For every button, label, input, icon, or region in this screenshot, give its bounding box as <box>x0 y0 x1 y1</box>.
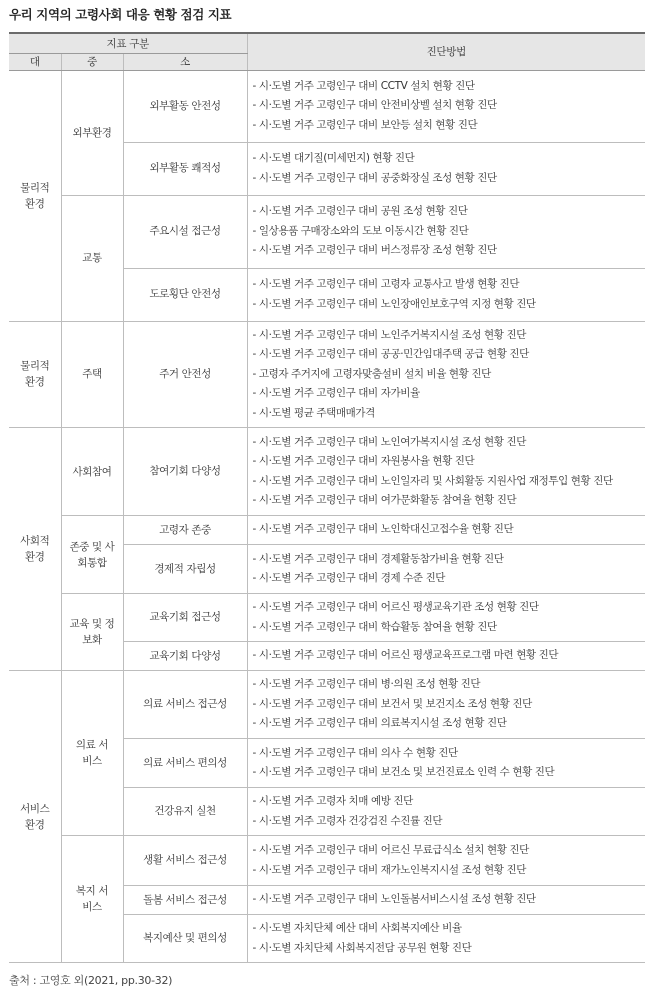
table-title: 우리 지역의 고령사회 대응 현황 점검 지표 <box>9 7 232 22</box>
method-item: - 시·도별 거주 고령인구 대비 고령자 교통사고 발생 현황 진단 <box>252 278 520 290</box>
method-item: - 시·도별 거주 고령인구 대비 여가문화활동 참여율 현황 진단 <box>252 494 517 506</box>
method-cell <box>247 195 645 268</box>
method-item: - 시·도별 거주 고령인구 대비 의사 수 현황 진단 <box>252 746 458 759</box>
middle-cell: 복지 서비스 <box>61 836 123 963</box>
method-item: - 시·도별 대기질(미세먼지) 현황 진단 <box>252 152 415 164</box>
method-cell <box>247 671 645 739</box>
method-item: - 시·도별 거주 고령자 건강검진 수진률 진단 <box>252 814 443 827</box>
method-item: - 시·도별 거주 고령인구 대비 보건소 및 보건진료소 인력 수 현황 진단 <box>252 766 555 778</box>
middle-cell: 주택 <box>61 321 123 428</box>
minor-cell: 외부활동 쾌적성 <box>123 142 247 195</box>
method-item: - 시·도별 자치단체 예산 대비 사회복지예산 비율 <box>252 922 462 934</box>
header-group: 지표 구분 <box>9 33 247 53</box>
minor-cell: 교육기회 접근성 <box>123 594 247 642</box>
minor-cell: 도로횡단 안전성 <box>123 268 247 321</box>
method-item: - 시·도별 거주 고령인구 대비 노인돌봄서비스시설 조성 현황 진단 <box>252 893 536 906</box>
minor-cell: 주요시설 접근성 <box>123 195 247 268</box>
method-cell <box>247 516 645 545</box>
method-item: - 시·도별 거주 고령인구 대비 병·의원 조성 현황 진단 <box>252 678 481 691</box>
method-item: - 시·도별 거주 고령인구 대비 자가비율 <box>252 387 420 399</box>
header-method: 진단방법 <box>247 33 645 70</box>
indicator-table <box>9 32 645 963</box>
method-cell <box>247 70 645 142</box>
minor-cell: 경제적 자립성 <box>123 545 247 594</box>
method-item: - 시·도별 거주 고령인구 대비 학습활동 참여율 현황 진단 <box>252 620 497 633</box>
method-cell <box>247 836 645 886</box>
method-item: - 시·도별 거주 고령자 치매 예방 진단 <box>252 795 413 807</box>
major-cell: 물리적 환경 <box>9 70 61 321</box>
method-item: - 시·도별 거주 고령인구 대비 노인학대신고접수율 현황 진단 <box>252 523 514 536</box>
method-cell <box>247 739 645 788</box>
method-item: - 시·도별 거주 고령인구 대비 보안등 설치 현황 진단 <box>252 118 478 131</box>
minor-cell: 의료 서비스 접근성 <box>123 671 247 739</box>
method-cell <box>247 142 645 195</box>
method-item: - 시·도별 거주 고령인구 대비 노인여가복지시설 조성 현황 진단 <box>252 435 526 448</box>
minor-cell: 돌봄 서비스 접근성 <box>123 886 247 915</box>
method-item: - 시·도별 거주 고령인구 대비 노인주거복지시설 조성 현황 진단 <box>252 328 526 341</box>
method-item: - 시·도별 거주 고령인구 대비 보건서 및 보건지소 조성 현황 진단 <box>252 697 532 710</box>
header-minor: 소 <box>123 53 247 70</box>
method-item: - 시·도별 거주 고령인구 대비 노인장애인보호구역 지정 현황 진단 <box>252 297 536 310</box>
major-cell: 사회적 환경 <box>9 428 61 671</box>
minor-cell: 주거 안전성 <box>123 321 247 428</box>
major-cell: 서비스 환경 <box>9 671 61 963</box>
method-cell <box>247 545 645 594</box>
method-cell <box>247 886 645 915</box>
middle-cell: 의료 서비스 <box>61 671 123 836</box>
middle-cell: 사회참여 <box>61 428 123 516</box>
method-item: - 시·도별 거주 고령인구 대비 노인일자리 및 사회활동 지원사업 재정투입 현황 진단 <box>252 474 613 487</box>
method-item: - 시·도별 거주 고령인구 대비 자원봉사율 현황 진단 <box>252 455 475 467</box>
middle-cell: 외부환경 <box>61 70 123 195</box>
method-item: - 시·도별 평균 주택매매가격 <box>252 406 375 419</box>
method-item: - 시·도별 거주 고령인구 대비 안전비상벨 설치 현황 진단 <box>252 99 497 112</box>
method-item: - 일상용품 구매장소와의 도보 이동시간 현황 진단 <box>252 224 469 237</box>
minor-cell: 복지예산 및 편의성 <box>123 915 247 963</box>
method-cell <box>247 788 645 836</box>
middle-cell: 존중 및 사회통합 <box>61 516 123 594</box>
method-item: - 시·도별 거주 고령인구 대비 공공·민간임대주택 공급 현황 진단 <box>252 348 529 360</box>
header-middle: 중 <box>61 53 123 70</box>
method-item: - 시·도별 거주 고령인구 대비 공중화장실 조성 현황 진단 <box>252 171 497 184</box>
method-item: - 시·도별 거주 고령인구 대비 어르신 무료급식소 설치 현황 진단 <box>252 844 529 856</box>
method-item: - 시·도별 거주 고령인구 대비 의료복지시설 조성 현황 진단 <box>252 717 507 730</box>
method-item: - 시·도별 거주 고령인구 대비 버스정류장 조성 현황 진단 <box>252 244 497 257</box>
method-item: - 시·도별 거주 고령인구 대비 재가노인복지시설 조성 현황 진단 <box>252 863 526 876</box>
header-major: 대 <box>9 53 61 70</box>
method-item: - 시·도별 거주 고령인구 대비 공원 조성 현황 진단 <box>252 205 468 218</box>
major-cell: 물리적 환경 <box>9 321 61 428</box>
method-item: - 고령자 주거지에 고령자맞춤설비 설치 비율 현황 진단 <box>252 367 491 380</box>
method-item: - 시·도별 거주 고령인구 대비 CCTV 설치 현황 진단 <box>252 79 475 92</box>
minor-cell: 생활 서비스 접근성 <box>123 836 247 886</box>
method-cell <box>247 915 645 963</box>
method-item: - 시·도별 거주 고령인구 대비 어르신 평생교육프로그램 마련 현황 진단 <box>252 649 559 662</box>
method-cell <box>247 428 645 516</box>
minor-cell: 교육기회 다양성 <box>123 642 247 671</box>
method-cell <box>247 642 645 671</box>
method-cell <box>247 594 645 642</box>
source-note: 출처 : 고영호 외(2021, pp.30-32) <box>9 974 173 987</box>
minor-cell: 의료 서비스 편의성 <box>123 739 247 788</box>
minor-cell: 참여기회 다양성 <box>123 428 247 516</box>
method-item: - 시·도별 거주 고령인구 대비 경제활동참가비율 현황 진단 <box>252 552 504 565</box>
method-cell <box>247 268 645 321</box>
minor-cell: 외부활동 안전성 <box>123 70 247 142</box>
method-item: - 시·도별 거주 고령인구 대비 어르신 평생교육기관 조성 현황 진단 <box>252 601 539 613</box>
method-item: - 시·도별 자치단체 사회복지전담 공무원 현황 진단 <box>252 941 472 954</box>
middle-cell: 교육 및 정보화 <box>61 594 123 671</box>
method-item: - 시·도별 거주 고령인구 대비 경제 수준 진단 <box>252 572 446 584</box>
minor-cell: 건강유지 실천 <box>123 788 247 836</box>
method-cell <box>247 321 645 428</box>
middle-cell: 교통 <box>61 195 123 321</box>
minor-cell: 고령자 존중 <box>123 516 247 545</box>
